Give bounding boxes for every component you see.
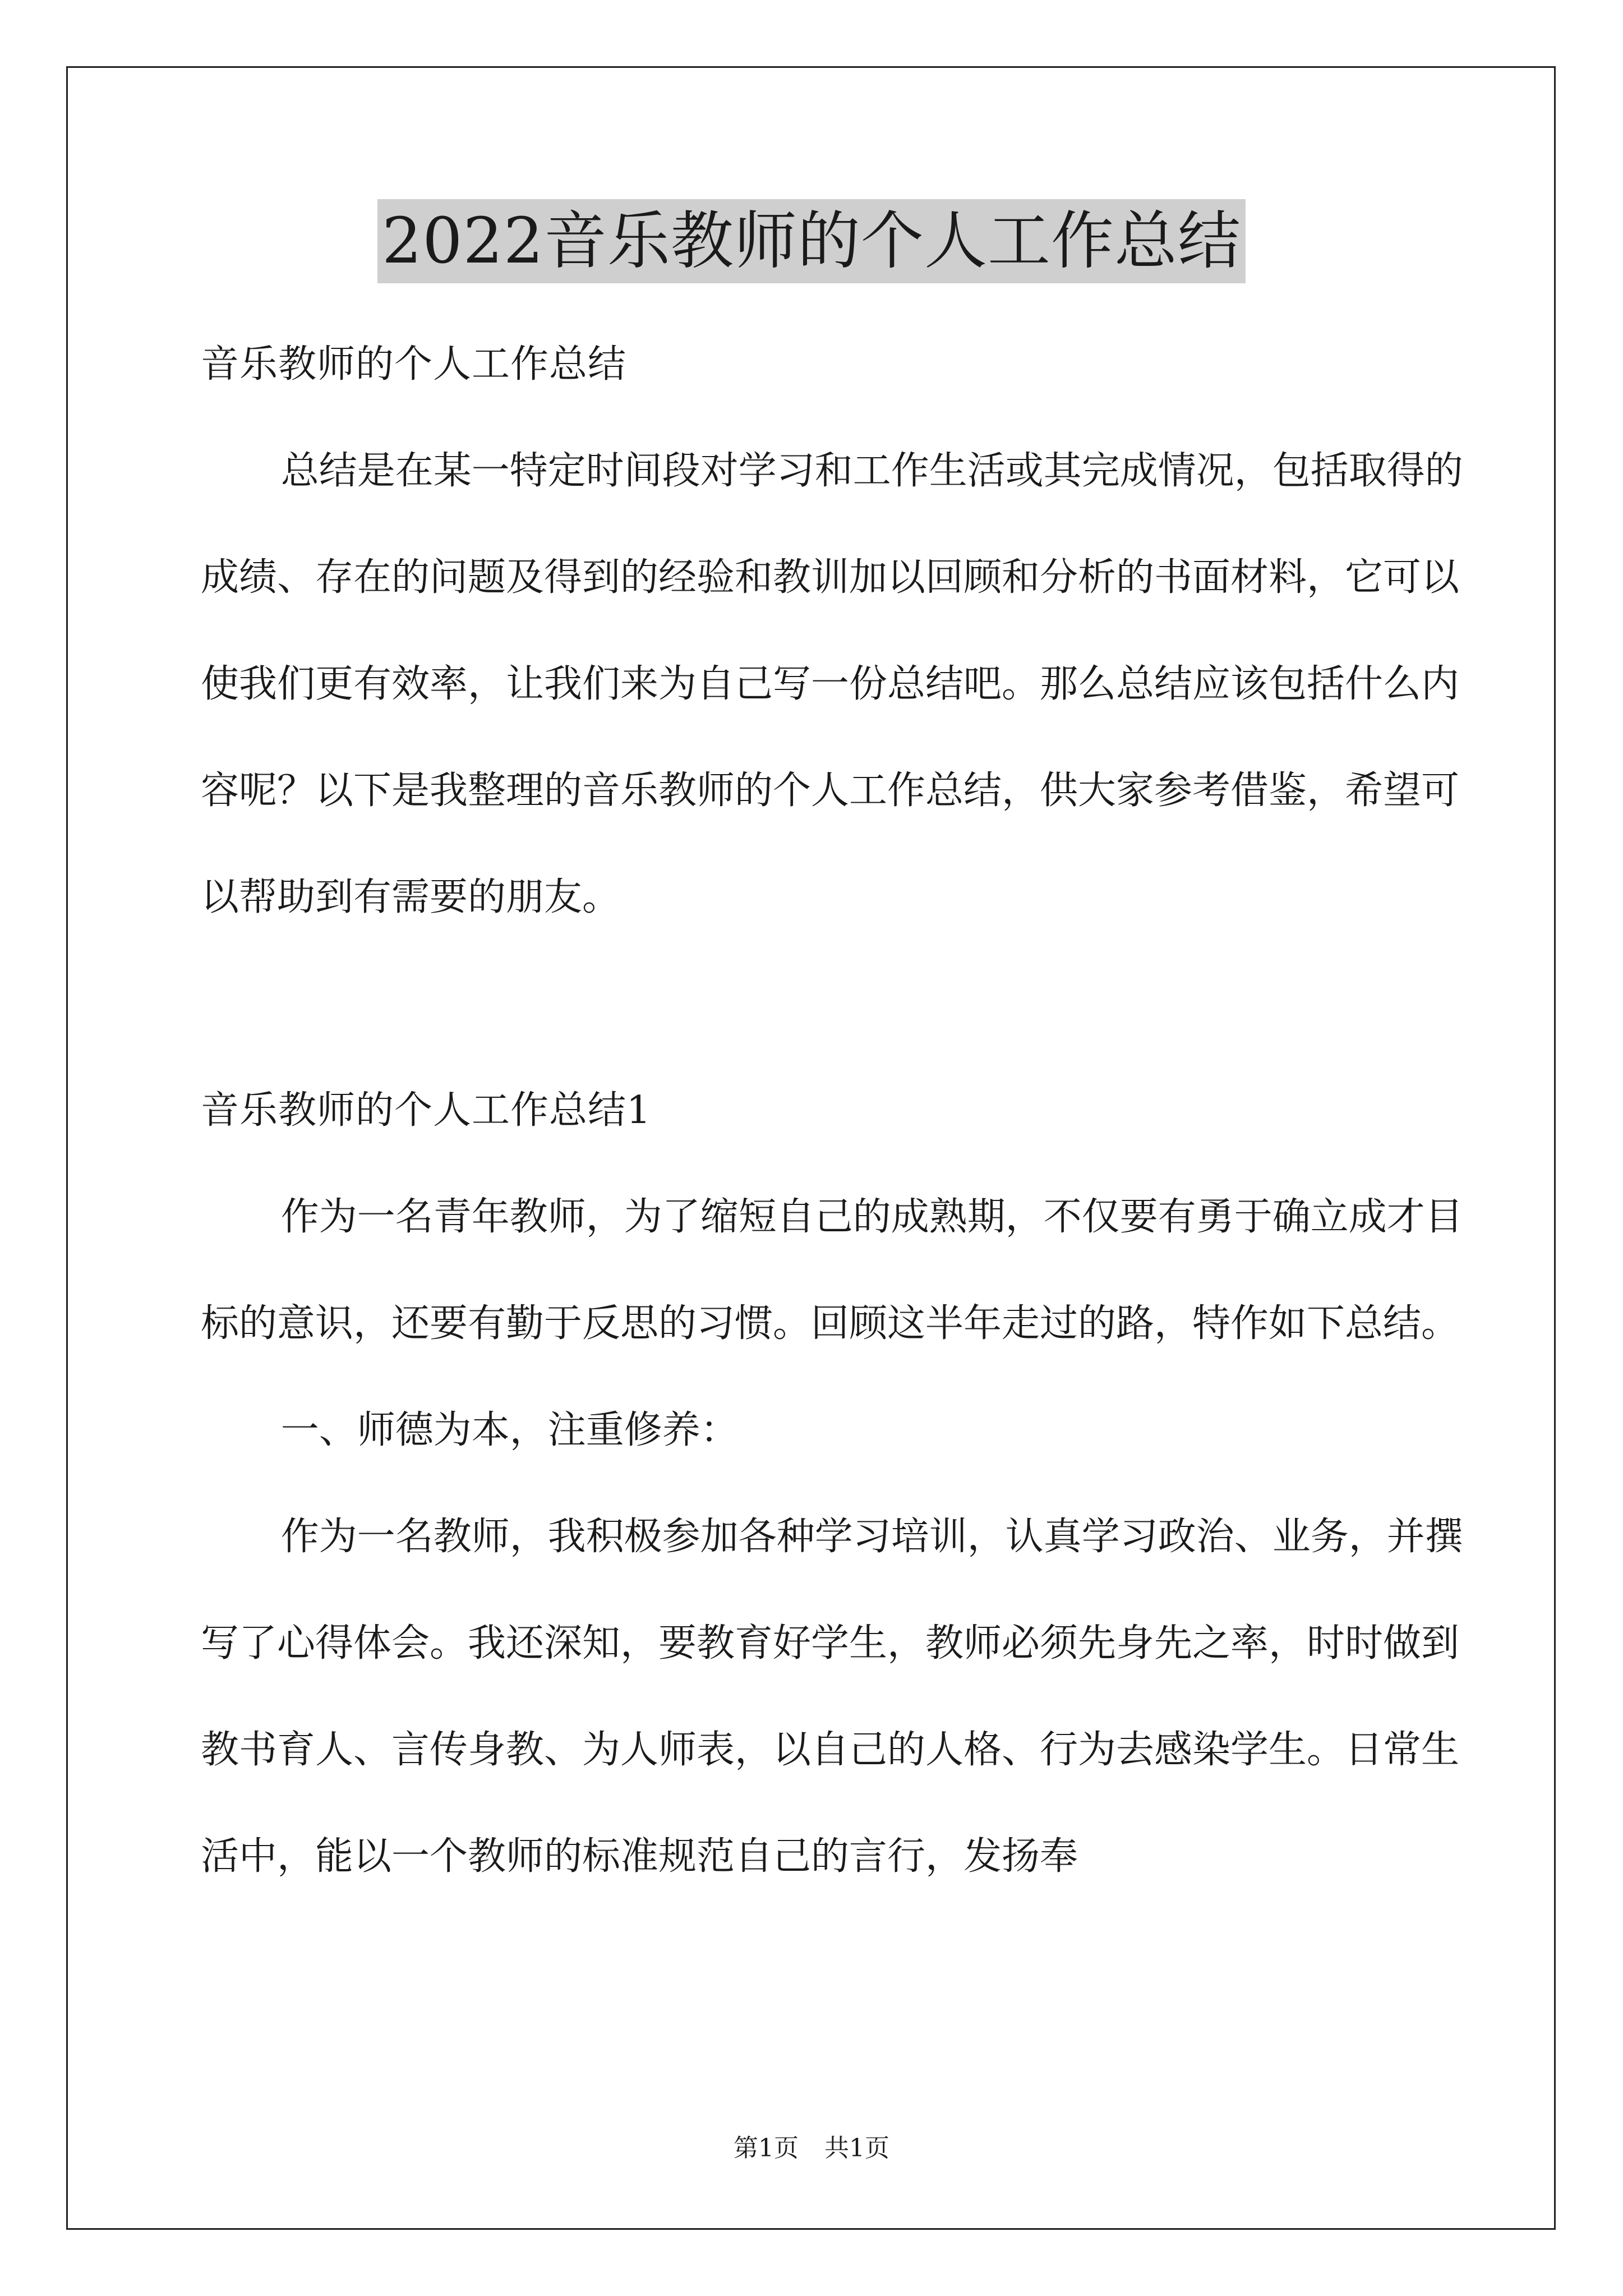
section-subheading-1: 音乐教师的个人工作总结1 xyxy=(201,1088,652,1133)
document-body xyxy=(201,311,1485,1910)
section-spacer xyxy=(201,951,1485,1057)
page-number-current: 第1页 xyxy=(734,2134,799,2162)
document-title: 2022音乐教师的个人工作总结 xyxy=(377,199,1246,283)
intro-subheading: 音乐教师的个人工作总结 xyxy=(201,342,627,386)
section-heading-1: 一、师德为本，注重修养： xyxy=(280,1408,739,1452)
page-number-total: 共1页 xyxy=(824,2134,889,2162)
intro-paragraph: 总结是在某一特定时间段对学习和工作生活或其完成情况，包括取得的成绩、存在的问题及得到的经验和教训加以回顾和分析的书面材料，它可以使我们更有效率，让我们来为自己写一份总结吧。那么总结应该包括什么内容呢？以下是我整理的音乐教师的个人工作总结，供大家参考借鉴，希望可以帮助到有需要的朋友。 xyxy=(201,449,1463,919)
paragraph-1: 作为一名青年教师，为了缩短自己的成熟期，不仅要有勇于确立成才目标的意识，还要有勤于反思的习惯。回顾这半年走过的路，特作如下总结。 xyxy=(201,1195,1463,1346)
title-container xyxy=(0,199,1623,283)
page-footer xyxy=(0,2132,1623,2165)
paragraph-2: 作为一名教师，我积极参加各种学习培训，认真学习政治、业务，并撰写了心得体会。我还深知，要教育好学生，教师必须先身先之率，时时做到教书育人、言传身教、为人师表，以自己的人格、行为去感染学生。日常生活中，能以一个教师的标准规范自己的言行，发扬奉 xyxy=(201,1515,1463,1879)
